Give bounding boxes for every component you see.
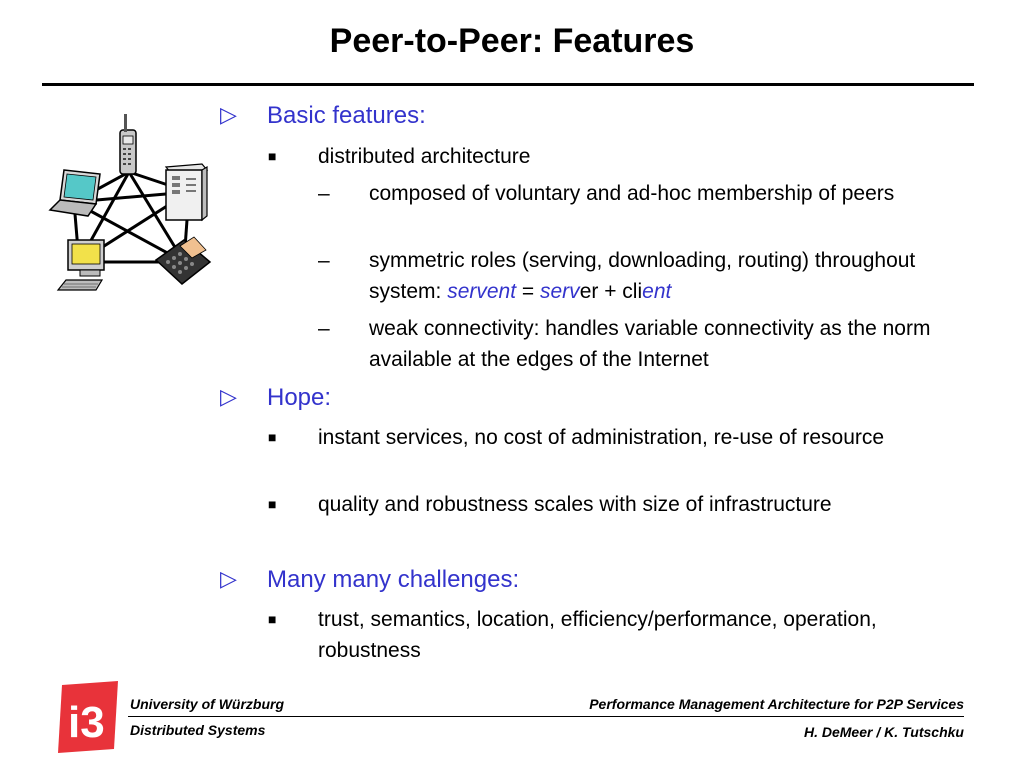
footer-university: University of Würzburg <box>130 696 285 712</box>
logo-text: i3 <box>68 698 105 747</box>
footer-authors: H. DeMeer / K. Tutschku <box>803 724 964 740</box>
slide-title: Peer-to-Peer: Features <box>329 22 695 60</box>
servent-term: servent <box>447 280 517 303</box>
square-bullet-icon: ■ <box>268 611 277 627</box>
footer-department: Distributed Systems <box>130 722 266 738</box>
slide-body: ▷ Basic features: ■ distributed architecture – composed of voluntary and ad-hoc membership of peers – symmetric roles (serving, downloading, routing) throughout system: servent = server + client – weak connectivity: handles variable connectivity as the norm available at the edges of the Internet ▷ Hope: ■ instant services, no cost of administration, re-use of resource ■ quality and robustness scales with size of infrastructure ▷ Many many challenges: ■ trust, semantics, location, efficiency/performance, operation, robustness <box>220 102 931 662</box>
triangle-bullet-icon: ▷ <box>220 566 237 591</box>
dash-bullet-icon: – <box>318 249 330 272</box>
footer-course-title: Performance Management Architecture for P2P Services <box>589 696 964 712</box>
square-bullet-icon: ■ <box>268 429 277 445</box>
i3-logo <box>56 681 122 753</box>
triangle-bullet-icon: ▷ <box>220 102 237 127</box>
dash-bullet-icon: – <box>318 317 330 340</box>
footer-divider <box>128 716 964 717</box>
triangle-bullet-icon: ▷ <box>220 384 237 409</box>
dash-bullet-icon: – <box>318 182 330 205</box>
square-bullet-icon: ■ <box>268 496 277 512</box>
square-bullet-icon: ■ <box>268 148 277 164</box>
